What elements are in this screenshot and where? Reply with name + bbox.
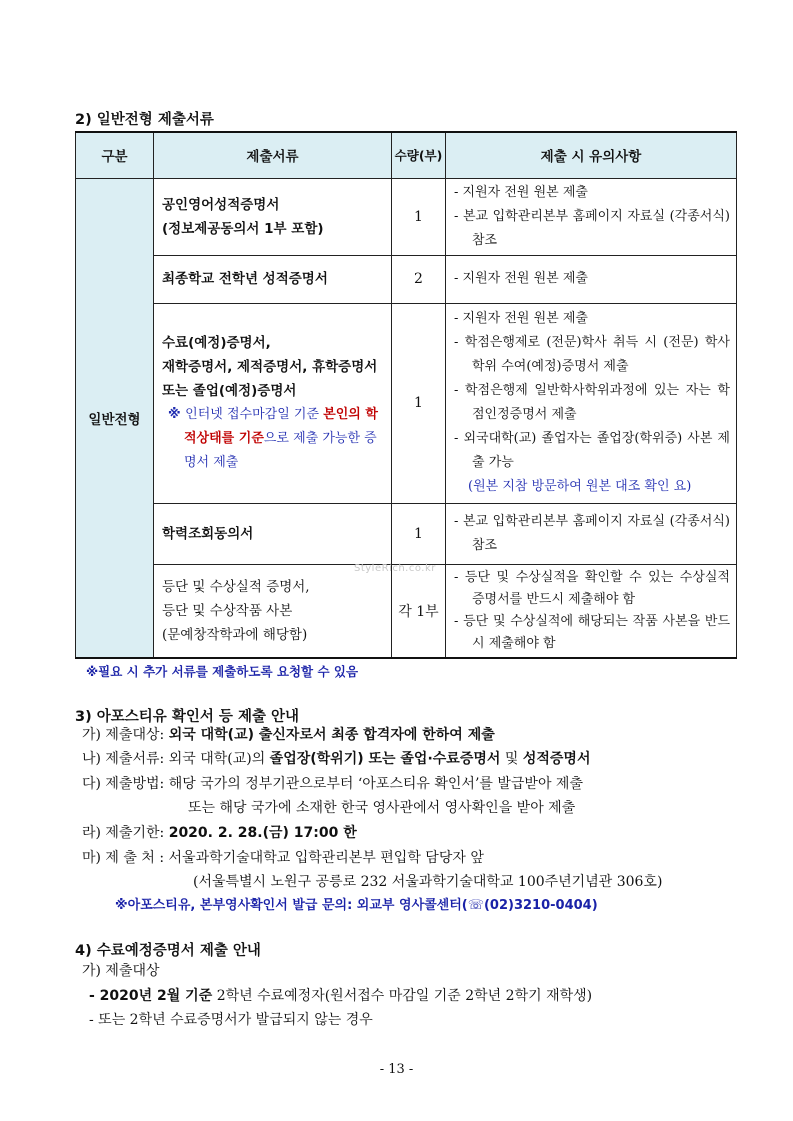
page-number: - 13 - xyxy=(379,1062,414,1077)
table-row xyxy=(76,503,737,564)
quantity-cell: 1 xyxy=(392,178,446,255)
doc-note: ※ 인터넷 접수마감일 기준 본인의 학적상태를 기준으로 제출 가능한 증명서 제출 xyxy=(168,407,378,470)
notes-cell: - 등단 및 수상실적을 확인할 수 있는 수상실적 증명서를 반드시 제출해야 함 - 등단 및 수상실적에 해당되는 작품 사본을 반드시 제출해야 함 xyxy=(446,564,737,658)
submit-place-line: 마) 제 출 처 : 서울과학기술대학교 입학관리본부 편입학 담당자 앞 xyxy=(82,850,484,866)
header-quantity: 수량(부) xyxy=(392,132,446,178)
sec4-bullet-2: - 또는 2학년 수료증명서가 발급되지 않는 경우 xyxy=(89,1012,373,1028)
notes-cell: - 본교 입학관리본부 홈페이지 자료실 (각종서식) 참조 xyxy=(446,503,737,564)
notes-cell: - 지원자 전원 원본 제출 - 학점은행제로 (전문)학사 취득 시 (전문) 학사 학위 수여(예정)증명서 제출 - 학점은행제 일반학사학위과정에 있는 자는 학점인정증명서 제출 - 외국대학(교) 졸업자는 졸업장(학위증) 사본 제출 가능 (원본 지참 방문하여 원본 대조 확인 요) xyxy=(446,303,737,503)
quantity-cell: 2 xyxy=(392,255,446,303)
sec4-bullet-1: - 2020년 2월 기준 2학년 수료예정자(원서접수 마감일 기준 2학년 2학기 재학생) xyxy=(89,988,593,1004)
document-cell: 수료(예정)증명서, 재학증명서, 제적증명서, 휴학증명서 또는 졸업(예정)증명서 ※ 인터넷 접수마감일 기준 본인의 학적상태를 기준으로 제출 가능한 증명서 제출 xyxy=(154,303,392,503)
section-2-title: 2) 일반전형 제출서류 xyxy=(75,112,214,128)
notes-cell: - 지원자 전원 원본 제출 - 본교 입학관리본부 홈페이지 자료실 (각종서식) 참조 xyxy=(446,178,737,255)
notes-cell: - 지원자 전원 원본 제출 xyxy=(446,255,737,303)
table-row xyxy=(76,303,737,503)
sec4-target-label: 가) 제출대상 xyxy=(82,963,160,979)
apostille-contact-note: ※아포스티유, 본부영사확인서 발급 문의: 외교부 영사콜센터(☏(02)3210-0404) xyxy=(115,898,598,913)
table-header-row xyxy=(76,132,737,178)
section-4-title: 4) 수료예정증명서 제출 안내 xyxy=(75,943,261,959)
document-cell: 공인영어성적증명서 (정보제공동의서 1부 포함) xyxy=(154,178,392,255)
quantity-cell: 1 xyxy=(392,503,446,564)
section-3-title: 3) 아포스티유 확인서 등 제출 안내 xyxy=(75,709,300,725)
table-row xyxy=(76,178,737,255)
table-footnote: ※필요 시 추가 서류를 제출하도록 요청할 수 있음 xyxy=(86,664,359,679)
submit-docs-line: 나) 제출서류: 외국 대학(교)의 졸업장(학위기) 또는 졸업·수료증명서 및 성적증명서 xyxy=(82,751,591,767)
watermark: StyleRich.co.kr xyxy=(354,563,436,574)
header-category: 구분 xyxy=(76,132,154,178)
submit-method-line: 다) 제출방법: 해당 국가의 정부기관으로부터 ‘아포스티유 확인서’를 발급받아 제출 xyxy=(82,776,583,792)
submit-method-cont: 또는 해당 국가에 소재한 한국 영사관에서 영사확인을 받아 제출 xyxy=(188,800,576,816)
header-documents: 제출서류 xyxy=(154,132,392,178)
document-cell: 최종학교 전학년 성적증명서 xyxy=(154,255,392,303)
document-cell: 등단 및 수상실적 증명서, 등단 및 수상작품 사본 (문예창작학과에 해당함) xyxy=(154,564,392,658)
header-notes: 제출 시 유의사항 xyxy=(446,132,737,178)
table-row xyxy=(76,564,737,658)
document-cell: 학력조회동의서 xyxy=(154,503,392,564)
submit-address-line: (서울특별시 노원구 공릉로 232 서울과학기술대학교 100주년기념관 306호) xyxy=(193,874,663,890)
documents-table xyxy=(75,131,737,659)
submit-deadline-line: 라) 제출기한: 2020. 2. 28.(금) 17:00 한 xyxy=(82,825,357,841)
submit-target-line: 가) 제출대상: 외국 대학(교) 출신자로서 최종 합격자에 한하여 제출 xyxy=(82,727,495,743)
table-row xyxy=(76,255,737,303)
quantity-cell: 각 1부 xyxy=(392,564,446,658)
category-cell: 일반전형 xyxy=(76,178,154,658)
quantity-cell: 1 xyxy=(392,303,446,503)
